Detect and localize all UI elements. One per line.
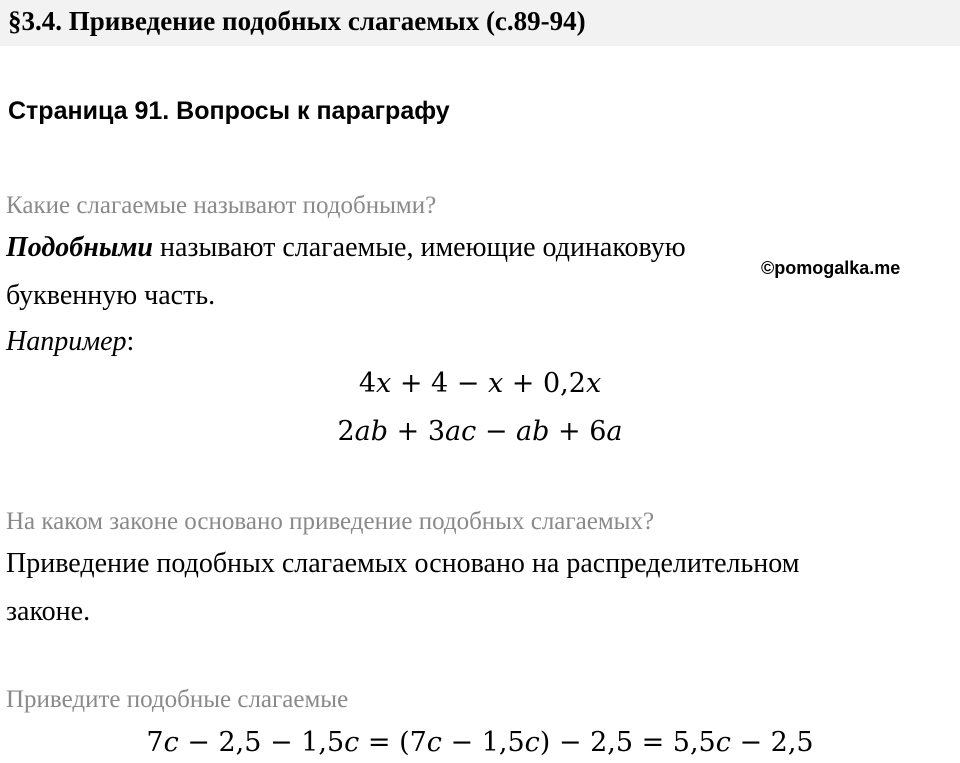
example-formula-1: 4𝑥 + 4 − 𝑥 + 0,2𝑥 [358, 368, 602, 399]
section-title: §3.4. Приведение подобных слагаемых (с.89-94) [8, 6, 586, 36]
question-1: Какие слагаемые называют подобными? [6, 192, 437, 219]
answer-2-line-2: законе. [6, 596, 91, 627]
example-formula-2: 2𝑎𝑏 + 3𝑎𝑐 − 𝑎𝑏 + 6𝑎 [337, 416, 623, 447]
answer-3-formula: 7𝑐 − 2,5 − 1,5𝑐 = (7𝑐 − 1,5𝑐) − 2,5 = 5,5𝑐 − 2,5 [146, 727, 814, 758]
answer-1-line-1 [6, 232, 686, 264]
question-2: На каком законе основано приведение подобных слагаемых? [6, 508, 655, 535]
example-label-text: Например [6, 326, 127, 357]
example-label-colon: : [126, 326, 135, 357]
example-label [6, 326, 134, 358]
answer-1-term: Подобными [6, 232, 153, 263]
answer-2-line-1: Приведение подобных слагаемых основано на распределительном [6, 548, 800, 579]
answer-1-line-1-rest: называют слагаемые, имеющие одинаковую [153, 232, 686, 263]
answer-1-line-2: буквенную часть. [6, 280, 216, 311]
page-heading: Страница 91. Вопросы к параграфу [8, 97, 450, 125]
question-3: Приведите подобные слагаемые [6, 686, 349, 713]
watermark: ©pomogalka.me [761, 258, 901, 278]
